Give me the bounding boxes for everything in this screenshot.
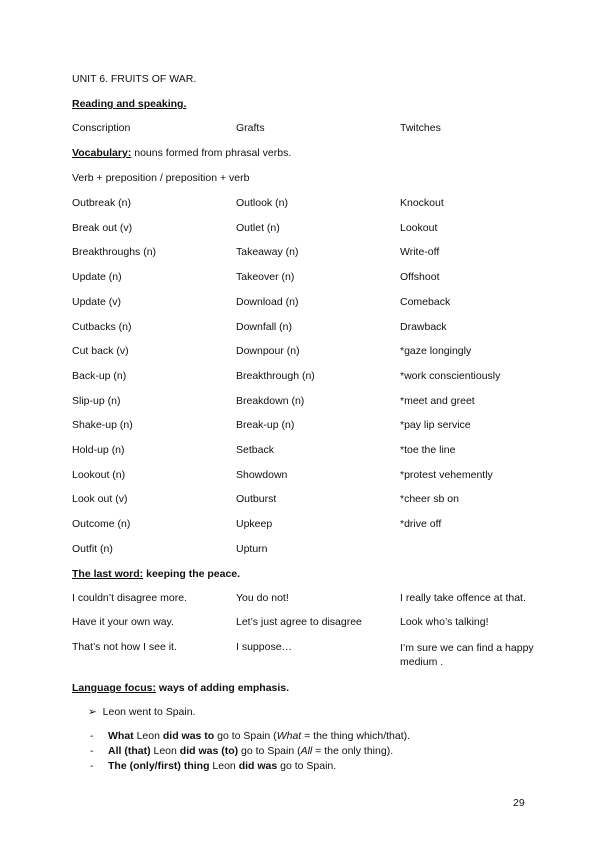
emphasis-line [108,760,336,772]
unit-title: UNIT 6. FRUITS OF WAR. [72,73,197,85]
vocabulary-cell: Outburst [236,493,277,505]
vocabulary-cell: Look out (v) [72,493,128,505]
vocabulary-cell: Breakthrough (n) [236,370,315,382]
vocabulary-cell: Breakthroughs (n) [72,246,157,258]
emphasis-text: = the thing which/that). [301,730,411,742]
last-word-heading [72,568,240,580]
emphasis-text: Leon [209,760,239,772]
vocabulary-cell: Update (v) [72,296,122,308]
dash-bullet-icon: - [90,730,94,742]
emphasis-bold: did was (to) [179,745,239,757]
vocabulary-cell: Outbreak (n) [72,197,131,209]
reading-word: Twitches [400,122,441,134]
emphasis-bold: did was to [162,730,215,742]
vocabulary-cell: Comeback [400,296,451,308]
reading-word: Conscription [72,122,131,134]
dash-bullet-icon: - [90,745,94,757]
emphasis-bold: did was [238,760,278,772]
emphasis-text: go to Spain. [277,760,337,772]
phrase-cell: Let’s just agree to disagree [236,616,362,628]
vocabulary-cell: Outfit (n) [72,543,113,555]
emphasis-text: Leon [150,745,180,757]
emphasis-text: Leon [133,730,163,742]
vocabulary-cell: Showdown [236,469,288,481]
vocabulary-cell: *drive off [400,518,442,530]
vocabulary-cell: Cutbacks (n) [72,321,132,333]
vocabulary-cell: Downfall (n) [236,321,293,333]
emphasis-italic: What [276,730,302,742]
emphasis-text: = the only thing). [312,745,394,757]
vocabulary-cell: Takeover (n) [236,271,295,283]
emphasis-text: go to Spain ( [214,730,277,742]
vocabulary-cell: *protest vehemently [400,469,493,481]
phrase-cell: Have it your own way. [72,616,174,628]
vocabulary-heading-rest: nouns formed from phrasal verbs. [131,147,292,159]
vocabulary-cell: *meet and greet [400,395,475,407]
emphasis-bold: The (only/first) thing [108,760,210,772]
reading-word: Grafts [236,122,265,134]
vocabulary-cell: *toe the line [400,444,456,456]
reading-heading: Reading and speaking. [72,98,187,110]
vocabulary-cell: Downpour (n) [236,345,300,357]
vocabulary-cell: Lookout (n) [72,469,126,481]
emphasis-text: go to Spain ( [238,745,301,757]
emphasis-bold: What [108,730,134,742]
vocabulary-cell: Takeaway (n) [236,246,299,258]
phrase-cell: I couldn’t disagree more. [72,592,187,604]
vocabulary-cell: Offshoot [400,271,440,283]
emphasis-bold: All (that) [108,745,151,757]
vocabulary-cell: *work conscientiously [400,370,501,382]
vocabulary-cell: Setback [236,444,274,456]
last-word-heading-rest: keeping the peace. [143,568,241,580]
phrase-cell: I suppose… [236,641,293,653]
vocabulary-heading [72,147,291,159]
vocabulary-cell: Hold-up (n) [72,444,125,456]
phrase-cell: I really take offence at that. [400,592,526,604]
vocabulary-cell: Knockout [400,197,444,209]
vocabulary-cell: *gaze longingly [400,345,472,357]
vocabulary-subheading: Verb + preposition / preposition + verb [72,172,250,184]
emphasis-italic: All [300,745,313,757]
example-bullet [88,706,195,718]
vocabulary-cell: Break out (v) [72,222,133,234]
vocabulary-cell: Outlook (n) [236,197,288,209]
example-sentence: Leon went to Spain. [102,706,196,718]
phrase-cell: Look who’s talking! [400,616,489,628]
language-focus-heading [72,682,289,694]
vocabulary-cell: Outlet (n) [236,222,280,234]
last-word-heading-label: The last word: [72,568,144,580]
vocabulary-cell: Back-up (n) [72,370,127,382]
dash-bullet-icon: - [90,760,94,772]
vocabulary-cell: Download (n) [236,296,299,308]
vocabulary-heading-label: Vocabulary: [72,147,132,159]
phrase-cell: You do not! [236,592,289,604]
vocabulary-cell: Outcome (n) [72,518,131,530]
vocabulary-cell: Drawback [400,321,447,333]
vocabulary-cell: *cheer sb on [400,493,459,505]
vocabulary-cell: *pay lip service [400,419,471,431]
page-number: 29 [513,797,525,809]
vocabulary-cell: Update (n) [72,271,122,283]
language-focus-heading-rest: ways of adding emphasis. [156,682,290,694]
phrase-cell: I’m sure we can find a happy medium . [400,642,534,668]
vocabulary-cell: Shake-up (n) [72,419,133,431]
vocabulary-cell: Upkeep [236,518,273,530]
phrase-cell: That’s not how I see it. [72,641,177,653]
emphasis-line [108,730,410,742]
vocabulary-cell: Break-up (n) [236,419,295,431]
vocabulary-cell: Cut back (v) [72,345,129,357]
vocabulary-cell: Write-off [400,246,440,258]
language-focus-heading-label: Language focus: [72,682,157,694]
vocabulary-cell: Breakdown (n) [236,395,305,407]
vocabulary-cell: Upturn [236,543,268,555]
vocabulary-cell: Slip-up (n) [72,395,121,407]
emphasis-line [108,745,393,757]
vocabulary-cell: Lookout [400,222,438,234]
arrow-bullet-icon: ➢ [88,706,97,718]
